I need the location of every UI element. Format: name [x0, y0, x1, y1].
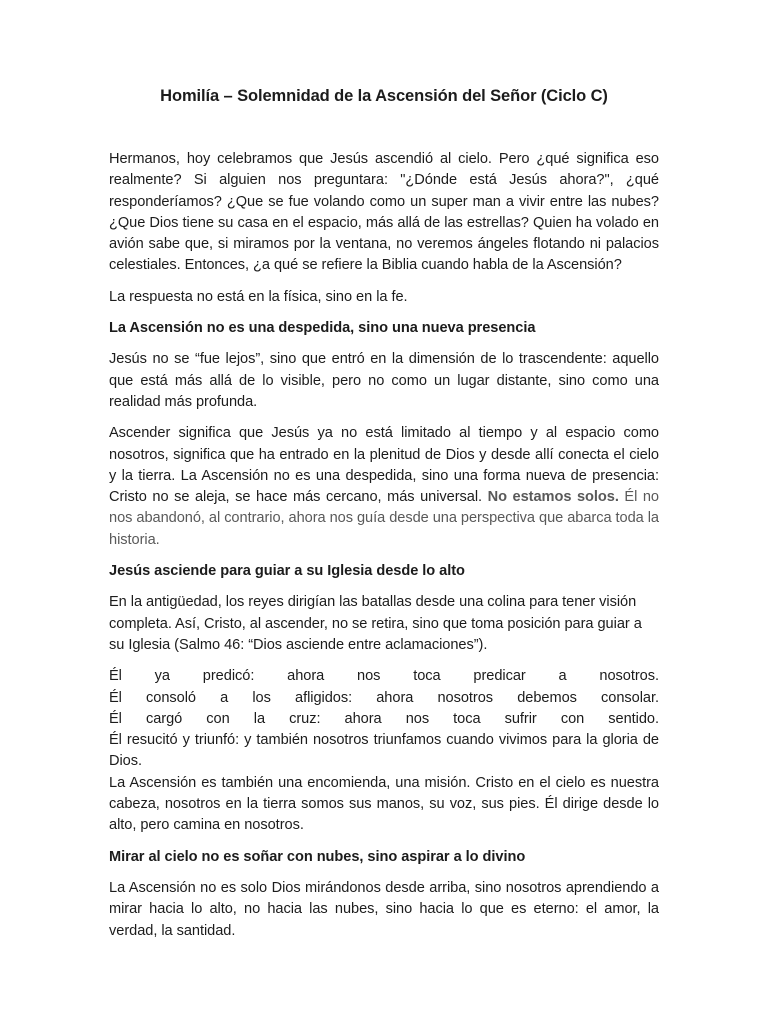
el-line-resucito: Él resucitó y triunfó: y también nosotros triunfamos cuando vivimos para la gloria de Dios. — [109, 732, 659, 770]
paragraph-ascender-grey-text: Él no nos abandonó, al contrario, ahora nos guía desde una perspectiva que abarca toda la historia. — [109, 489, 660, 548]
paragraph-intro: Hermanos, hoy celebramos que Jesús ascendió al cielo. Pero ¿qué significa eso realmente? Si alguien nos preguntara: "¿Dónde está Jesús ahora?", ¿qué responderíamos? ¿Que se fue volando como un super man a vivir entre las nubes? ¿Que Dios tiene su casa en el espacio, más allá de las estrellas? Quien ha volado en avión sabe que, si miramos por la ventana, no veremos ángeles flotando ni palacios celestiales. Entonces, ¿a qué se refiere la Biblia cuando habla de la Ascensión? — [109, 151, 659, 274]
section-heading-2: Jesús asciende para guiar a su Iglesia desde lo alto — [109, 563, 465, 580]
paragraph-ascender-text: Ascender significa que Jesús ya no está limitado al tiempo y al espacio como nosotros, significa que ha entrado en la plenitud de Dios y desde allí conecta el cielo y la tierra. La Ascensión no es una despedida, sino una forma nueva de presencia: Cristo no se aleja, se hace más cercano, más universal. — [109, 425, 659, 506]
document-page — [109, 84, 659, 952]
paragraph-encomienda: La Ascensión es también una encomienda, una misión. Cristo en el cielo es nuestra cabeza, nosotros en la tierra somos sus manos, su voz, sus pies. Él dirige desde lo alto, pero camina en nosotros. — [109, 774, 659, 834]
paragraph-el-list — [109, 666, 659, 836]
paragraph-ascender — [109, 423, 659, 551]
el-line-cargo: Él cargó con la cruz: ahora nos toca sufrir con sentido. — [109, 710, 659, 727]
el-line-consolo: Él consoló a los afligidos: ahora nosotros debemos consolar. — [109, 689, 659, 706]
section-heading-1: La Ascensión no es una despedida, sino una nueva presencia — [109, 320, 536, 337]
section-heading-3: Mirar al cielo no es soñar con nubes, sino aspirar a lo divino — [109, 848, 526, 865]
el-line-predico: Él ya predicó: ahora nos toca predicar a nosotros. — [109, 668, 659, 685]
paragraph-reyes: En la antigüedad, los reyes dirigían las batallas desde una colina para tener visión completa. Así, Cristo, al ascender, no se retira, sino que toma posición para guiar a su Iglesia (Salmo 46: “Dios asciende entre aclamaciones”). — [109, 594, 642, 653]
document-title: Homilía – Solemnidad de la Ascensión del Señor (Ciclo C) — [160, 87, 608, 105]
paragraph-answer: La respuesta no está en la física, sino en la fe. — [109, 288, 408, 305]
paragraph-trascendente: Jesús no se “fue lejos”, sino que entró en la dimensión de lo trascendente: aquello que está más allá de lo visible, pero no como un lugar distante, sino como una realidad más profunda. — [109, 351, 659, 410]
emphasis-no-estamos-solos: No estamos solos. — [487, 489, 619, 506]
paragraph-mirar: La Ascensión no es solo Dios mirándonos desde arriba, sino nosotros aprendiendo a mirar hacia lo alto, no hacia las nubes, sino hacia lo que es eterno: el amor, la verdad, la santidad. — [109, 879, 659, 939]
